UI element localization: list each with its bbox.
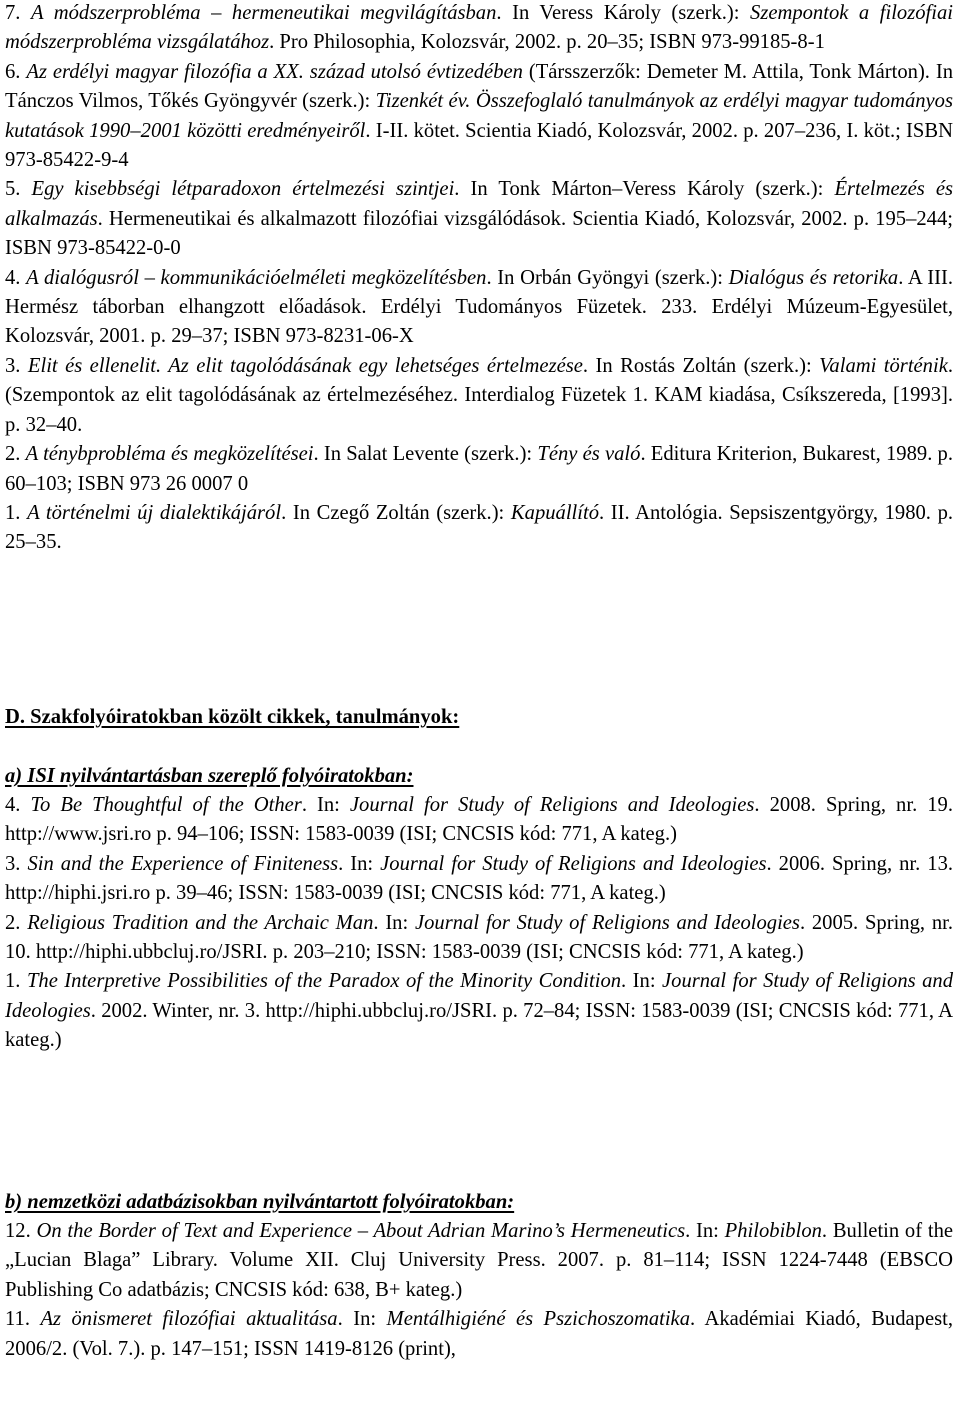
list-item: 1. A történelmi új dialektikájáról. In Czegő Zoltán (szerk.): Kapuállító. II. Antológia. Sepsiszentgyörgy, 1980. p. 25–35. [5,501,954,554]
list-item: 4. A dialógusról – kommunikációelméleti megközelítésben. In Orbán Gyöngyi (szerk.): Dialógus és retorika. A III. Hermész táborban elhangzott előadások. Erdélyi Tudományos Füzetek. 233. Erdélyi Múzeum-Egyesület, Kolozsvár, 2001. p. 29–37; ISBN 973-8231-06-X [5,266,953,348]
section-d-heading: D. Szakfolyóiratokban közölt cikkek, tanulmányok: [5,706,460,728]
list-item: 7. A módszerprobléma – hermeneutikai megvilágításban. In Veress Károly (szerk.): Szempontok a filozófiai módszerprobléma vizsgálatához. Pro Philosophia, Kolozsvár, 2002. p. 20–35; ISBN 973-99185-8-1 [5,2,953,54]
subsection-b-heading: b) nemzetközi adatbázisokban nyilvántartott folyóiratokban: [5,1191,515,1213]
list-item: 4. To Be Thoughtful of the Other. In: Journal for Study of Religions and Ideologies. 2008. Spring, nr. 19. http://www.jsri.ro p. 94–106; ISSN: 1583-0039 (ISI; CNCSIS kód: 771, A kateg.) [5,794,953,846]
entries-top [5,0,953,558]
entries-a [5,791,953,1056]
list-item: 3. Sin and the Experience of Finiteness. In: Journal for Study of Religions and Ideologies. 2006. Spring, nr. 13. http://hiphi.jsri.ro p. 39–46; ISSN: 1583-0039 (ISI; CNCSIS kód: 771, A kateg.) [5,852,954,905]
list-item: 11. Az önismeret filozófiai aktualitása. In: Mentálhigiéné és Pszichoszomatika. Akadémiai Kiadó, Budapest, 2006/2. (Vol. 7.). p. 147–151; ISSN 1419-8126 (print), [5,1308,953,1360]
list-item: 2. Religious Tradition and the Archaic Man. In: Journal for Study of Religions and Ideologies. 2005. Spring, nr. 10. http://hiphi.ubbcluj.ro/JSRI. p. 203–210; ISSN: 1583-0039 (ISI; CNCSIS kód: 771, A kateg.) [5,911,953,964]
entries-b [5,1217,953,1364]
subsection-a-heading: a) ISI nyilvántartásban szereplő folyóiratokban: [5,765,414,787]
list-item: 6. Az erdélyi magyar filozófia a XX. század utolsó évtizedében (Társszerzők: Demeter M. Attila, Tonk Márton). In Tánczos Vilmos, Tőkés Gyöngyvér (szerk.): Tizenkét év. Összefoglaló tanulmányok az erdélyi magyar tudományos kutatások 1990–2001 közötti eredményeiről. I-II. kötet. Scientia Kiadó, Kolozsvár, 2002. p. 207–236, I. köt.; ISBN 973-85422-9-4 [5,60,954,172]
list-item: 5. Egy kisebbségi létparadoxon értelmezési szintjei. In Tonk Márton–Veress Károly (szerk.): Értelmezés és alkalmazás. Hermeneutikai és alkalmazott filozófiai vizsgálódások. Scientia Kiadó, Kolozsvár, 2002. p. 195–244; ISBN 973-85422-0-0 [5,178,953,260]
list-item: 1. The Interpretive Possibilities of the Paradox of the Minority Condition. In: Journal for Study of Religions and Ideologies. 2002. Winter, nr. 3. http://hiphi.ubbcluj.ro/JSRI. p. 72–84; ISSN: 1583-0039 (ISI; CNCSIS kód: 771, A kateg.) [5,970,954,1052]
list-item: 2. A ténybprobléma és megközelítései. In Salat Levente (szerk.): Tény és való. Editura Kriterion, Bukarest, 1989. p. 60–103; ISBN 973 26 0007 0 [5,443,954,495]
list-item: 12. On the Border of Text and Experience – About Adrian Marino’s Hermeneutics. In: Philobiblon. Bulletin of the „Lucian Blaga” Library. Volume XII. Cluj University Press. 2007. p. 81–114; ISSN 1224-7448 (EBSCO Publishing Co adatbázis; CNCSIS kód: 638, B+ kateg.) [5,1220,954,1301]
list-item: 3. Elit és ellenelit. Az elit tagolódásának egy lehetséges értelmezése. In Rostás Zoltán (szerk.): Valami történik. (Szempontok az elit tagolódásának az értelmezéséhez. Interdialog Füzetek 1. KAM kiadása, Csíkszereda, [1993]. p. 32–40. [5,354,954,436]
